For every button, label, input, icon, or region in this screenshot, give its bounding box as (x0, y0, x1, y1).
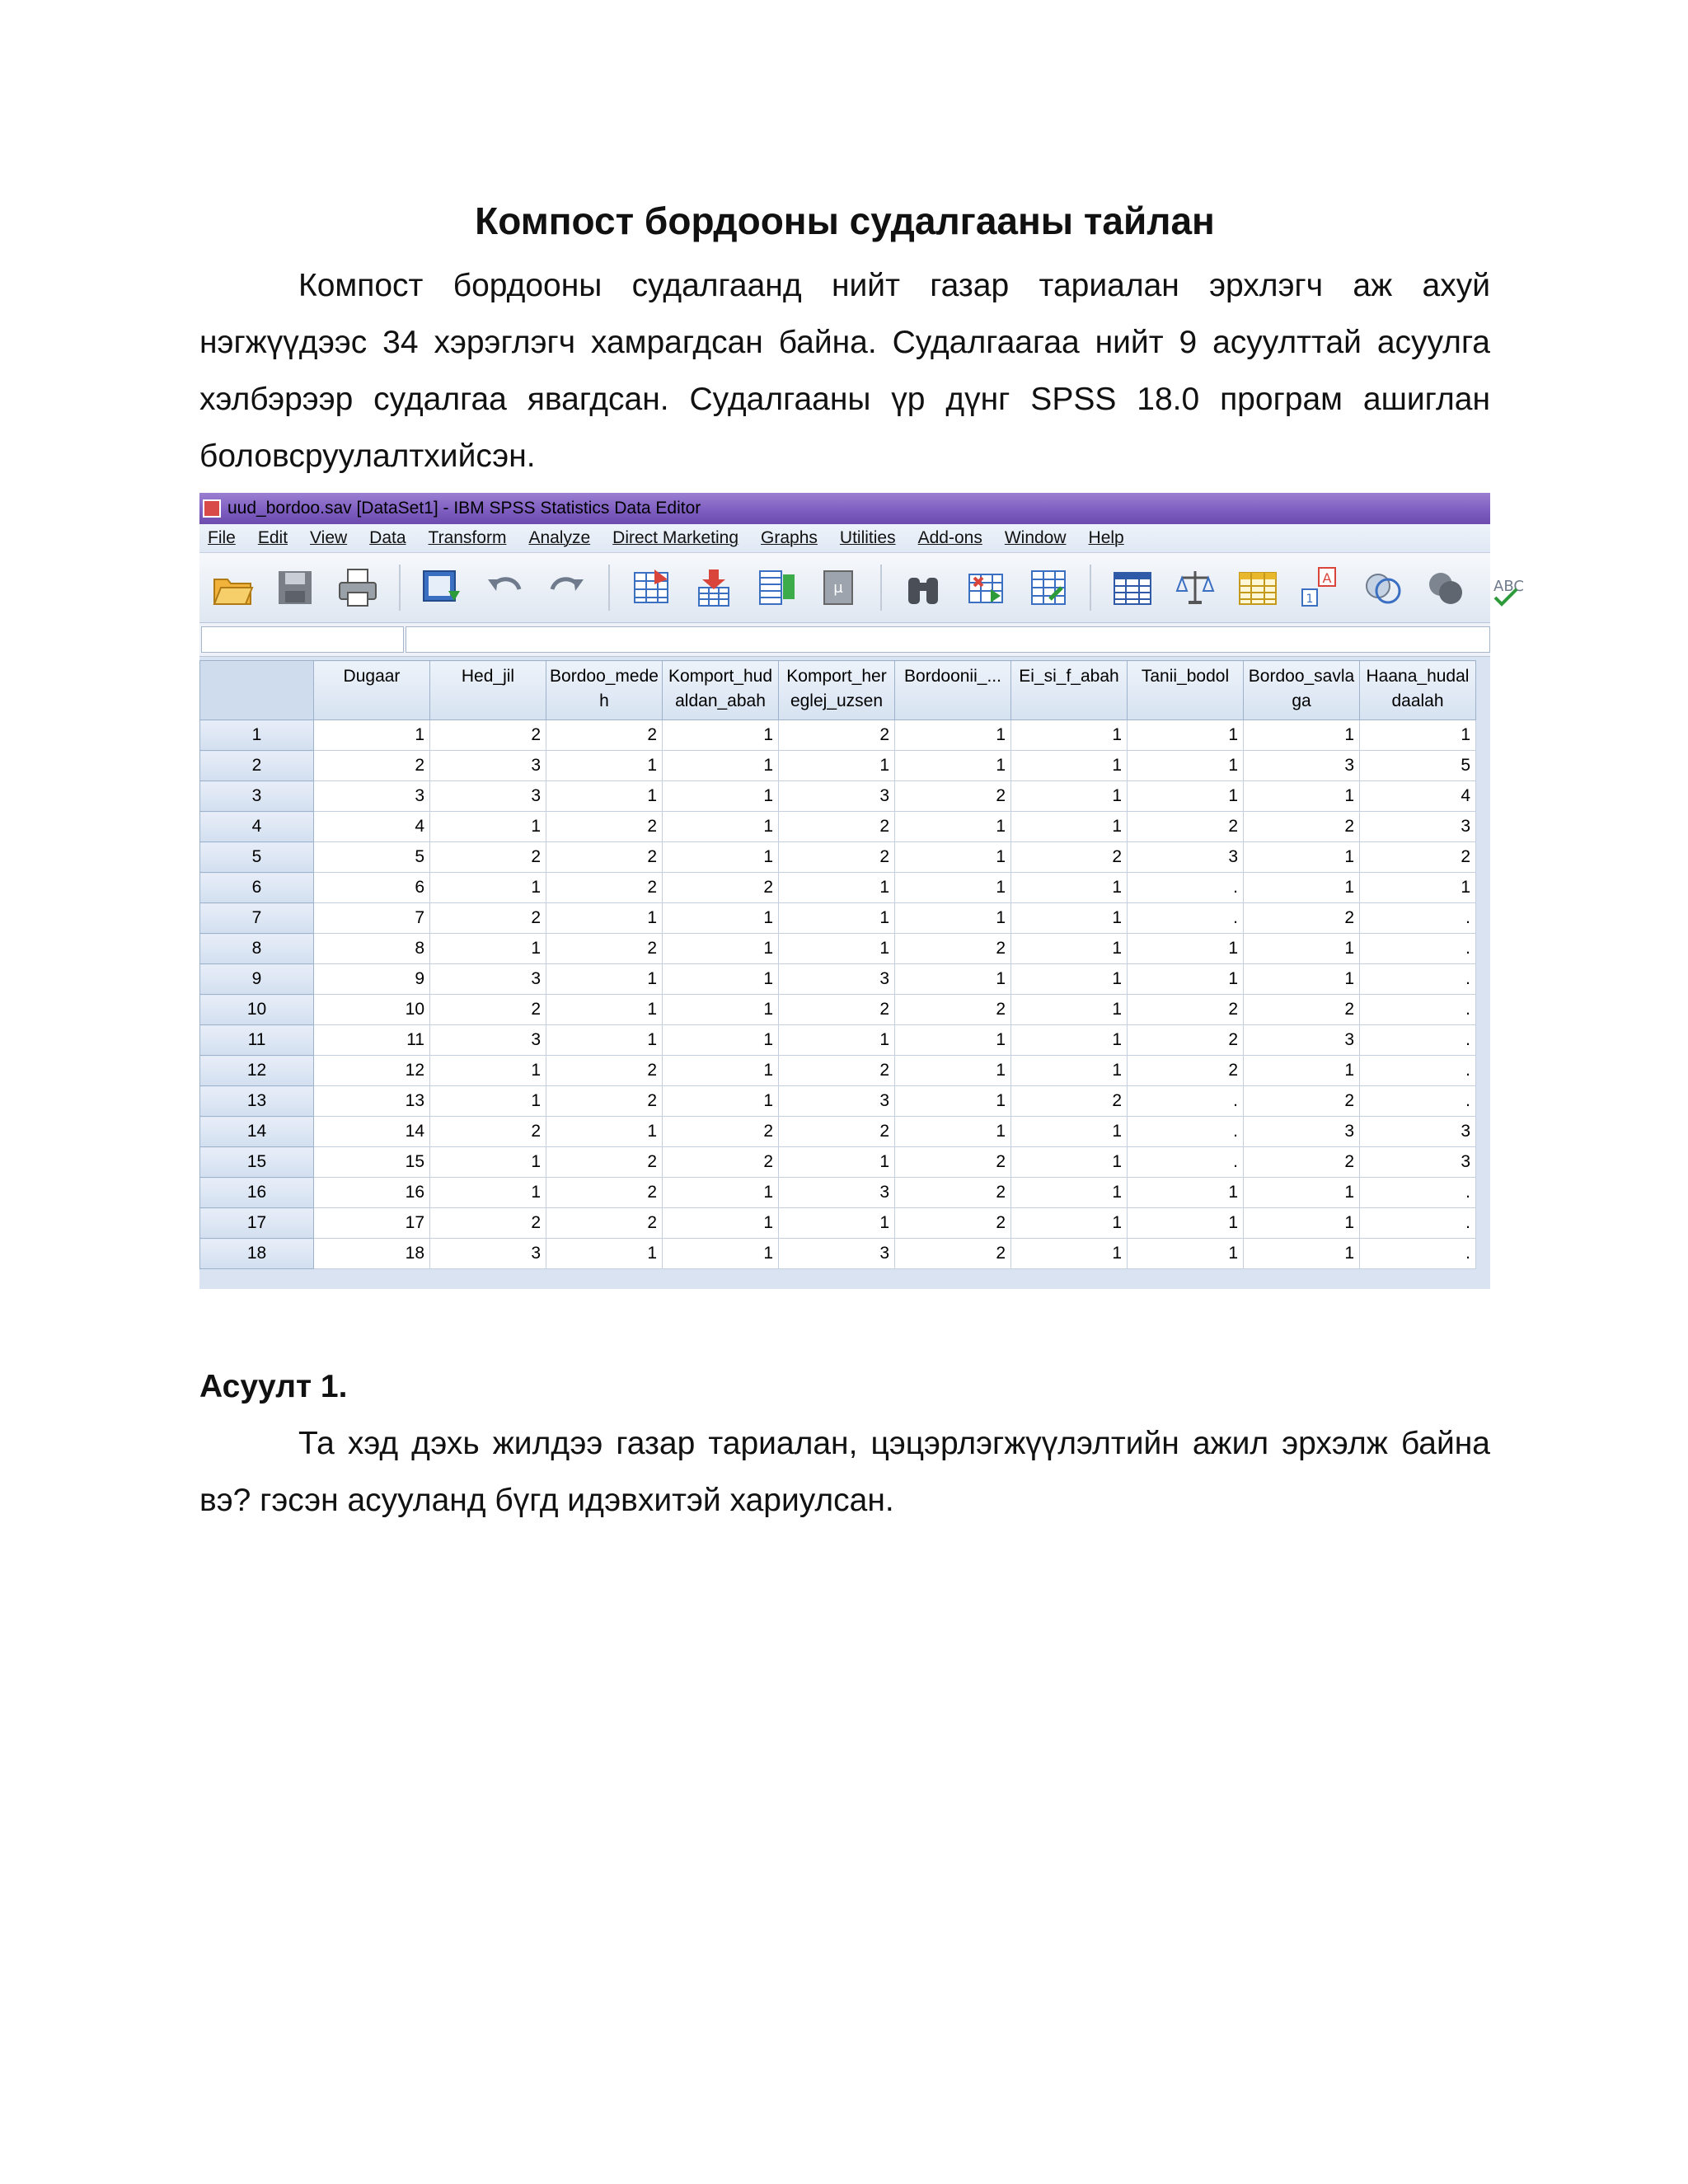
data-cell[interactable]: 4 (314, 812, 430, 842)
data-cell[interactable]: 1 (663, 1208, 779, 1239)
svg-text:1: 1 (1306, 593, 1314, 606)
toolbar-separator (880, 565, 882, 611)
table-row (200, 1086, 1476, 1117)
data-cell[interactable]: 1 (1011, 1208, 1128, 1239)
table-row (200, 781, 1476, 812)
column-header[interactable]: Bordoo_savla ga (1244, 661, 1360, 720)
variables-icon[interactable] (755, 566, 798, 609)
data-cell[interactable]: 3 (1244, 1117, 1360, 1147)
data-cell[interactable]: 1 (663, 751, 779, 781)
row-header[interactable]: 14 (200, 1117, 314, 1147)
data-cell[interactable]: 2 (1011, 842, 1128, 873)
data-cell[interactable]: 2 (430, 995, 546, 1025)
data-cell[interactable]: 2 (1360, 842, 1476, 873)
split-file-icon[interactable] (1111, 566, 1154, 609)
data-cell[interactable]: 3 (430, 781, 546, 812)
column-header[interactable]: Tanii_bodol (1128, 661, 1244, 720)
data-cell[interactable]: 2 (895, 781, 1011, 812)
data-cell[interactable]: 4 (1360, 781, 1476, 812)
row-header[interactable]: 2 (200, 751, 314, 781)
data-cell[interactable]: 2 (779, 720, 895, 751)
data-cell[interactable]: 1 (1244, 842, 1360, 873)
data-cell[interactable]: 1 (1011, 964, 1128, 995)
row-header[interactable]: 16 (200, 1178, 314, 1208)
data-cell[interactable]: 1 (1128, 964, 1244, 995)
data-cell[interactable]: 1 (430, 934, 546, 964)
data-cell[interactable]: 2 (1244, 903, 1360, 934)
data-cell[interactable]: 2 (430, 842, 546, 873)
row-header[interactable]: 8 (200, 934, 314, 964)
data-cell[interactable]: 2 (546, 842, 663, 873)
menu-help[interactable]: Help (1088, 528, 1124, 547)
data-cell[interactable]: 3 (779, 781, 895, 812)
data-grid (199, 660, 1476, 1269)
data-cell[interactable]: 1 (663, 1239, 779, 1269)
data-cell[interactable]: . (1360, 1086, 1476, 1117)
data-cell[interactable]: 8 (314, 934, 430, 964)
data-cell[interactable]: 1 (1128, 1178, 1244, 1208)
data-cell[interactable]: 2 (1128, 1056, 1244, 1086)
cell-value-input[interactable] (406, 626, 1490, 653)
menu-edit[interactable]: Edit (257, 528, 288, 547)
data-cell[interactable]: 1 (1128, 751, 1244, 781)
save-disk-icon[interactable] (274, 566, 316, 609)
data-cell[interactable]: 5 (314, 842, 430, 873)
table-row (200, 842, 1476, 873)
data-cell[interactable]: 5 (1360, 751, 1476, 781)
data-cell[interactable]: 1 (1011, 995, 1128, 1025)
svg-text:ABC: ABC (1493, 578, 1524, 595)
menu-view[interactable]: View (310, 528, 348, 547)
data-cell[interactable]: 3 (779, 964, 895, 995)
data-cell[interactable]: . (1360, 1178, 1476, 1208)
data-cell[interactable]: 3 (430, 751, 546, 781)
table-row (200, 812, 1476, 842)
menu-analyze[interactable]: Analyze (528, 528, 591, 547)
data-cell[interactable]: 1 (1360, 873, 1476, 903)
data-cell[interactable]: 2 (430, 1117, 546, 1147)
data-cell[interactable]: 2 (779, 812, 895, 842)
column-header[interactable]: Bordoo_mede h (546, 661, 663, 720)
data-cell[interactable]: 1 (546, 1117, 663, 1147)
table-row (200, 1208, 1476, 1239)
data-cell[interactable]: 3 (1360, 1147, 1476, 1178)
row-header[interactable]: 13 (200, 1086, 314, 1117)
data-cell[interactable]: 1 (1011, 1178, 1128, 1208)
data-cell[interactable]: 3 (779, 1178, 895, 1208)
table-row (200, 1025, 1476, 1056)
data-cell[interactable]: 1 (1011, 781, 1128, 812)
data-cell[interactable]: 2 (546, 1208, 663, 1239)
data-cell[interactable]: 1 (1011, 1117, 1128, 1147)
data-cell[interactable]: . (1128, 873, 1244, 903)
table-row (200, 934, 1476, 964)
data-cell[interactable]: 1 (663, 1025, 779, 1056)
data-cell[interactable]: 1 (1011, 903, 1128, 934)
data-cell[interactable]: 2 (314, 751, 430, 781)
data-cell[interactable]: 2 (1244, 995, 1360, 1025)
cell-reference-box[interactable] (201, 626, 404, 653)
data-cell[interactable]: 2 (430, 720, 546, 751)
toolbar-separator (399, 565, 401, 611)
data-cell[interactable]: 11 (314, 1025, 430, 1056)
data-cell[interactable]: 1 (895, 812, 1011, 842)
data-cell[interactable]: 2 (779, 1117, 895, 1147)
select-cases-icon[interactable] (1236, 566, 1279, 609)
data-cell[interactable]: 1 (895, 1025, 1011, 1056)
data-cell[interactable]: 2 (546, 720, 663, 751)
data-cell[interactable]: 1 (895, 873, 1011, 903)
column-header[interactable]: Haana_hudal daalah (1360, 661, 1476, 720)
open-folder-icon[interactable] (211, 566, 254, 609)
dialog-recall-icon[interactable] (420, 566, 463, 609)
data-cell[interactable]: 2 (1011, 1086, 1128, 1117)
row-header[interactable]: 11 (200, 1025, 314, 1056)
data-cell[interactable]: 1 (430, 1086, 546, 1117)
question-paragraph (199, 1415, 1490, 1529)
data-cell[interactable]: 18 (314, 1239, 430, 1269)
data-cell[interactable]: 1 (1011, 1147, 1128, 1178)
data-cell[interactable]: 2 (546, 934, 663, 964)
data-cell[interactable]: 2 (546, 1086, 663, 1117)
data-cell[interactable]: 1 (430, 812, 546, 842)
data-cell[interactable]: 1 (779, 751, 895, 781)
data-cell[interactable]: . (1128, 1147, 1244, 1178)
data-cell[interactable]: 1 (546, 751, 663, 781)
data-cell[interactable]: 1 (663, 964, 779, 995)
grid-corner[interactable] (200, 661, 314, 720)
data-cell[interactable]: 1 (1011, 720, 1128, 751)
data-cell[interactable]: 1 (779, 903, 895, 934)
data-cell[interactable]: 10 (314, 995, 430, 1025)
table-row (200, 1239, 1476, 1269)
data-cell[interactable]: 2 (546, 812, 663, 842)
data-cell[interactable]: 13 (314, 1086, 430, 1117)
data-cell[interactable]: 3 (1360, 812, 1476, 842)
data-cell[interactable]: 1 (895, 903, 1011, 934)
data-cell[interactable]: 1 (779, 1025, 895, 1056)
data-cell[interactable]: 2 (895, 1239, 1011, 1269)
data-cell[interactable]: 12 (314, 1056, 430, 1086)
column-header[interactable]: Komport_her eglej_uzsen (779, 661, 895, 720)
menu-transform[interactable]: Transform (428, 528, 507, 547)
data-cell[interactable]: 6 (314, 873, 430, 903)
data-cell[interactable]: 1 (1011, 1056, 1128, 1086)
redo-icon[interactable] (546, 566, 588, 609)
data-cell[interactable]: 2 (779, 842, 895, 873)
data-cell[interactable]: 2 (546, 873, 663, 903)
data-cell[interactable]: 3 (430, 1239, 546, 1269)
data-cell[interactable]: . (1360, 934, 1476, 964)
data-cell[interactable]: 1 (663, 1178, 779, 1208)
data-cell[interactable]: 1 (895, 1086, 1011, 1117)
data-cell[interactable]: 1 (430, 1056, 546, 1086)
data-cell[interactable]: 1 (1244, 1056, 1360, 1086)
table-row (200, 995, 1476, 1025)
data-cell[interactable]: 3 (430, 1025, 546, 1056)
data-cell[interactable]: . (1360, 1056, 1476, 1086)
row-header[interactable]: 1 (200, 720, 314, 751)
row-header[interactable]: 3 (200, 781, 314, 812)
toolbar-separator (608, 565, 610, 611)
intro-text: Компост бордооны судалгаанд нийт газар тариалан эрхлэгч аж ахуй нэгжүүдээс 34 хэрэглэгч хамрагдсан байна. Судалгаагаа нийт 9 асуулттай асуулга хэлбэрээр судалгаа явагдсан. Судалгааны үр дүнг SPSS 18.0 програм ашиглан боловсруулалтхийсэн. (199, 268, 1490, 474)
data-cell[interactable]: 1 (779, 934, 895, 964)
data-cell[interactable]: 1 (779, 1208, 895, 1239)
data-cell[interactable]: 3 (1360, 1117, 1476, 1147)
show-all-variables-icon[interactable] (1424, 566, 1467, 609)
menu-window[interactable]: Window (1004, 528, 1067, 547)
page-title: Компост бордооны судалгааны тайлан (475, 199, 1215, 242)
table-row (200, 751, 1476, 781)
data-cell[interactable]: 2 (895, 995, 1011, 1025)
cell-editor-bar (199, 623, 1490, 657)
data-cell[interactable]: 1 (1011, 751, 1128, 781)
row-header[interactable]: 9 (200, 964, 314, 995)
data-cell[interactable]: 1 (1011, 1239, 1128, 1269)
data-cell[interactable]: 2 (1244, 1147, 1360, 1178)
goto-case-icon[interactable] (630, 566, 673, 609)
data-cell[interactable]: 1 (895, 964, 1011, 995)
data-cell[interactable]: . (1128, 903, 1244, 934)
data-cell[interactable]: 2 (430, 903, 546, 934)
value-labels-icon[interactable] (1299, 566, 1342, 609)
data-cell[interactable]: 1 (1360, 720, 1476, 751)
data-cell[interactable]: . (1128, 1086, 1244, 1117)
data-cell[interactable]: 3 (779, 1239, 895, 1269)
row-header[interactable]: 12 (200, 1056, 314, 1086)
data-cell[interactable]: 3 (430, 964, 546, 995)
data-cell[interactable]: 1 (1128, 720, 1244, 751)
svg-text:A: A (1322, 570, 1332, 586)
data-cell[interactable]: 3 (779, 1086, 895, 1117)
find-binoculars-icon[interactable] (902, 566, 945, 609)
column-header[interactable]: Hed_jil (430, 661, 546, 720)
data-cell[interactable]: . (1360, 995, 1476, 1025)
spss-data-editor-screenshot (199, 493, 1524, 1289)
data-cell[interactable]: 1 (663, 934, 779, 964)
svg-text:μ: μ (833, 579, 843, 597)
undo-icon[interactable] (483, 566, 526, 609)
data-cell[interactable]: 1 (779, 1147, 895, 1178)
row-header[interactable]: 6 (200, 873, 314, 903)
data-cell[interactable]: 1 (546, 995, 663, 1025)
data-cell[interactable]: 1 (1011, 1025, 1128, 1056)
spss-menubar (199, 524, 1490, 553)
data-cell[interactable]: 2 (779, 995, 895, 1025)
data-cell[interactable]: 2 (895, 1208, 1011, 1239)
data-cell[interactable]: 1 (1244, 720, 1360, 751)
row-header[interactable]: 18 (200, 1239, 314, 1269)
data-cell[interactable]: 1 (1244, 1178, 1360, 1208)
data-cell[interactable]: 1 (430, 1178, 546, 1208)
data-cell[interactable]: 1 (663, 995, 779, 1025)
spss-app-icon (203, 499, 221, 518)
data-cell[interactable]: 3 (314, 781, 430, 812)
run-descriptives-icon[interactable] (818, 566, 860, 609)
data-cell[interactable]: 1 (430, 873, 546, 903)
column-header[interactable]: Ei_si_f_abah (1011, 661, 1128, 720)
data-cell[interactable]: 1 (1011, 812, 1128, 842)
intro-paragraph (199, 257, 1490, 485)
row-header[interactable]: 5 (200, 842, 314, 873)
table-row (200, 873, 1476, 903)
data-cell[interactable]: 2 (1128, 812, 1244, 842)
question-text: Та хэд дэхь жилдээ газар тариалан, цэцэрлэгжүүлэлтийн ажил эрхэлж байна вэ? гэсэн асууланд бүгд идэвхитэй хариулсан. (199, 1426, 1490, 1518)
data-cell[interactable]: . (1360, 903, 1476, 934)
data-cell[interactable]: 1 (663, 842, 779, 873)
table-row (200, 964, 1476, 995)
data-cell[interactable]: 1 (430, 1147, 546, 1178)
data-cell[interactable]: 2 (546, 1178, 663, 1208)
data-cell[interactable]: 1 (314, 720, 430, 751)
data-cell[interactable]: 1 (1128, 1239, 1244, 1269)
data-cell[interactable]: 3 (1244, 751, 1360, 781)
data-cell[interactable]: 2 (895, 1147, 1011, 1178)
data-cell[interactable]: 9 (314, 964, 430, 995)
table-row (200, 1147, 1476, 1178)
column-header[interactable]: Bordoonii_... (895, 661, 1011, 720)
data-cell[interactable]: 1 (546, 1239, 663, 1269)
data-cell[interactable]: . (1360, 1025, 1476, 1056)
data-cell[interactable]: 14 (314, 1117, 430, 1147)
data-cell[interactable]: 3 (1244, 1025, 1360, 1056)
data-cell[interactable]: 1 (546, 1025, 663, 1056)
data-cell[interactable]: 2 (663, 1117, 779, 1147)
data-cell[interactable]: 1 (663, 1056, 779, 1086)
menu-direct-marketing[interactable]: Direct Marketing (612, 528, 739, 547)
data-cell[interactable]: 2 (779, 1056, 895, 1086)
goto-variable-icon[interactable] (692, 566, 735, 609)
data-cell[interactable]: 1 (1128, 1208, 1244, 1239)
data-cell[interactable]: 2 (663, 873, 779, 903)
table-row (200, 720, 1476, 751)
data-cell[interactable]: 1 (663, 812, 779, 842)
row-header[interactable]: 17 (200, 1208, 314, 1239)
data-cell[interactable]: 2 (663, 1147, 779, 1178)
data-cell[interactable]: . (1360, 1208, 1476, 1239)
table-row (200, 1117, 1476, 1147)
data-cell[interactable]: 2 (1128, 1025, 1244, 1056)
data-cell[interactable]: 1 (1244, 781, 1360, 812)
data-cell[interactable]: 2 (1128, 995, 1244, 1025)
spss-window-title: uud_bordoo.sav [DataSet1] - IBM SPSS Statistics Data Editor (227, 499, 701, 518)
data-cell[interactable]: 15 (314, 1147, 430, 1178)
spss-toolbar (199, 553, 1524, 623)
menu-utilities[interactable]: Utilities (839, 528, 896, 547)
data-cell[interactable]: 1 (1128, 781, 1244, 812)
data-cell[interactable]: 1 (895, 720, 1011, 751)
menu-data[interactable]: Data (369, 528, 406, 547)
data-cell[interactable]: 2 (546, 1147, 663, 1178)
question-heading: Асуулт 1. (199, 1369, 348, 1404)
data-cell[interactable]: 1 (1244, 1208, 1360, 1239)
print-icon[interactable] (336, 566, 379, 609)
data-cell[interactable]: 2 (430, 1208, 546, 1239)
menu-graphs[interactable]: Graphs (761, 528, 818, 547)
data-cell[interactable]: 2 (1244, 812, 1360, 842)
row-header[interactable]: 4 (200, 812, 314, 842)
column-header[interactable]: Komport_hud aldan_abah (663, 661, 779, 720)
data-cell[interactable]: 1 (1128, 934, 1244, 964)
insert-variable-icon[interactable] (1027, 566, 1070, 609)
data-cell[interactable]: 1 (895, 751, 1011, 781)
data-cell[interactable]: 1 (663, 903, 779, 934)
insert-cases-icon[interactable] (964, 566, 1007, 609)
data-cell[interactable]: 1 (1244, 1239, 1360, 1269)
data-cell[interactable]: 3 (1128, 842, 1244, 873)
menu-file[interactable]: File (208, 528, 236, 547)
data-cell[interactable]: 1 (895, 1117, 1011, 1147)
data-cell[interactable]: 17 (314, 1208, 430, 1239)
data-cell[interactable]: 1 (895, 1056, 1011, 1086)
data-cell[interactable]: 1 (663, 781, 779, 812)
use-sets-icon[interactable] (1362, 566, 1404, 609)
data-cell[interactable]: 1 (546, 781, 663, 812)
spell-check-icon[interactable] (1487, 566, 1530, 609)
data-cell[interactable]: . (1128, 1117, 1244, 1147)
data-cell[interactable]: 1 (663, 720, 779, 751)
data-cell[interactable]: 1 (1244, 964, 1360, 995)
data-cell[interactable]: 2 (546, 1056, 663, 1086)
column-header[interactable]: Dugaar (314, 661, 430, 720)
row-header[interactable]: 7 (200, 903, 314, 934)
row-header[interactable]: 10 (200, 995, 314, 1025)
data-cell[interactable]: . (1360, 1239, 1476, 1269)
table-row (200, 1178, 1476, 1208)
data-cell[interactable]: 2 (895, 934, 1011, 964)
toolbar-separator (1090, 565, 1091, 611)
data-cell[interactable]: . (1360, 964, 1476, 995)
data-cell[interactable]: 16 (314, 1178, 430, 1208)
table-row (200, 903, 1476, 934)
data-cell[interactable]: 7 (314, 903, 430, 934)
data-cell[interactable]: 1 (1244, 934, 1360, 964)
data-cell[interactable]: 1 (895, 842, 1011, 873)
table-row (200, 1056, 1476, 1086)
weight-cases-icon[interactable] (1174, 566, 1217, 609)
data-cell[interactable]: 1 (546, 903, 663, 934)
data-cell[interactable]: 1 (663, 1086, 779, 1117)
spss-titlebar (199, 493, 1490, 524)
menu-add-ons[interactable]: Add-ons (917, 528, 982, 547)
data-cell[interactable]: 1 (1011, 873, 1128, 903)
data-cell[interactable]: 1 (546, 964, 663, 995)
data-cell[interactable]: 1 (1011, 934, 1128, 964)
row-header[interactable]: 15 (200, 1147, 314, 1178)
data-cell[interactable]: 2 (1244, 1086, 1360, 1117)
data-cell[interactable]: 1 (1244, 873, 1360, 903)
data-cell[interactable]: 1 (779, 873, 895, 903)
data-cell[interactable]: 2 (895, 1178, 1011, 1208)
